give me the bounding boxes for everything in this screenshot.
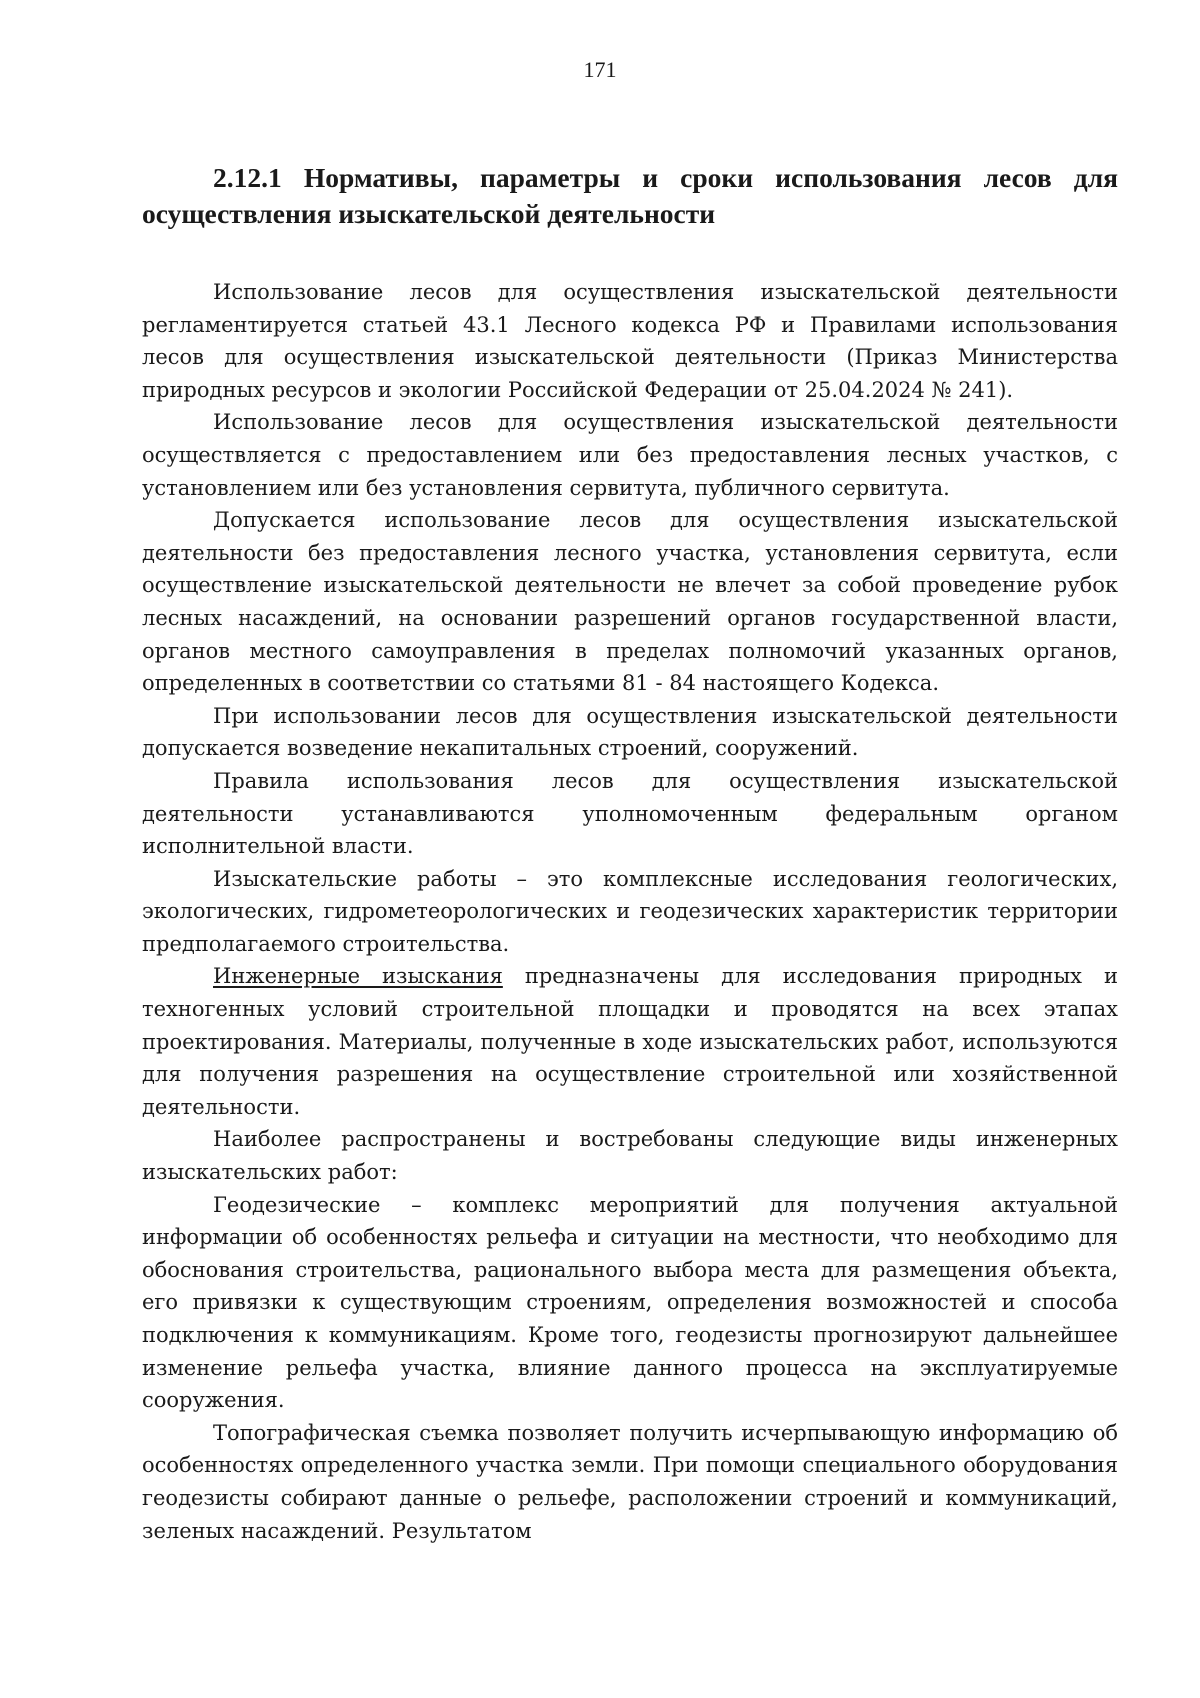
paragraph-geodetic: Геодезические – комплекс мероприятий для получения актуальной информации об особенностях рельефа и ситуации на местности, что необходимо для обоснования строительства, рационального выбора места для размещения объекта, его привязки к существующим строениям, определения возможностей и способа подключения к коммуникациям. Кроме того, геодезисты прогнозируют дальнейшее изменение рельефа участка, влияние данного процесса на эксплуатируемые сооружения. <box>142 1192 1118 1413</box>
section-heading: 2.12.1 Нормативы, параметры и сроки использования лесов для осуществления изыскательской деятельности <box>142 162 1118 229</box>
paragraph-permitted-use: Допускается использование лесов для осуществления изыскательской деятельности без предоставления лесного участка, установления сервитута, если осуществление изыскательской деятельности не влечет за собой проведение рубок лесных насаждений, на основании разрешений органов государственной власти, органов местного самоуправления в пределах полномочий указанных органов, определенных в соответствии со статьями 81 - 84 настоящего Кодекса. <box>142 508 1118 696</box>
engineering-surveys-term: Инженерные изыскания <box>213 964 503 989</box>
engineering-surveys-text: предназначены для исследования природных и техногенных условий строительной площадки и проводятся на всех этапах проектирования. Материалы, полученные в ходе изыскательских работ, используются для получения разрешения на осуществление строительной или хозяйственной деятельности. <box>142 964 1118 1119</box>
paragraph-topographic: Топографическая съемка позволяет получить исчерпывающую информацию об особенностях определенного участка земли. При помощи специального оборудования геодезисты собирают данные о рельефе, расположении строений и коммуникаций, зеленых насаждений. Результатом <box>142 1420 1118 1543</box>
paragraph-survey-definition: Изыскательские работы – это комплексные исследования геологических, экологических, гидрометеорологических и геодезических характеристик территории предполагаемого строительства. <box>142 866 1118 956</box>
paragraph-land-provision: Использование лесов для осуществления изыскательской деятельности осуществляется с предоставлением или без предоставления лесных участков, с установлением или без установления сервитута, публичного сервитута. <box>142 410 1118 500</box>
page-number: 171 <box>583 57 617 82</box>
paragraph-engineering-surveys <box>142 960 1118 1123</box>
paragraph-temporary-structures: При использовании лесов для осуществления изыскательской деятельности допускается возведение некапитальных строений, сооружений. <box>142 703 1118 761</box>
paragraph-rules-authority: Правила использования лесов для осуществления изыскательской деятельности устанавливаются уполномоченным федеральным органом исполнительной власти. <box>142 768 1118 859</box>
body-text <box>142 276 1118 1547</box>
paragraph-survey-types: Наиболее распространены и востребованы следующие виды инженерных изыскательских работ: <box>142 1127 1118 1185</box>
paragraph-regulation: Использование лесов для осуществления изыскательской деятельности регламентируется статьей 43.1 Лесного кодекса РФ и Правилами использования лесов для осуществления изыскательской деятельности (Приказ Министерства природных ресурсов и экологии Российской Федерации от 25.04.2024 № 241). <box>142 280 1118 402</box>
